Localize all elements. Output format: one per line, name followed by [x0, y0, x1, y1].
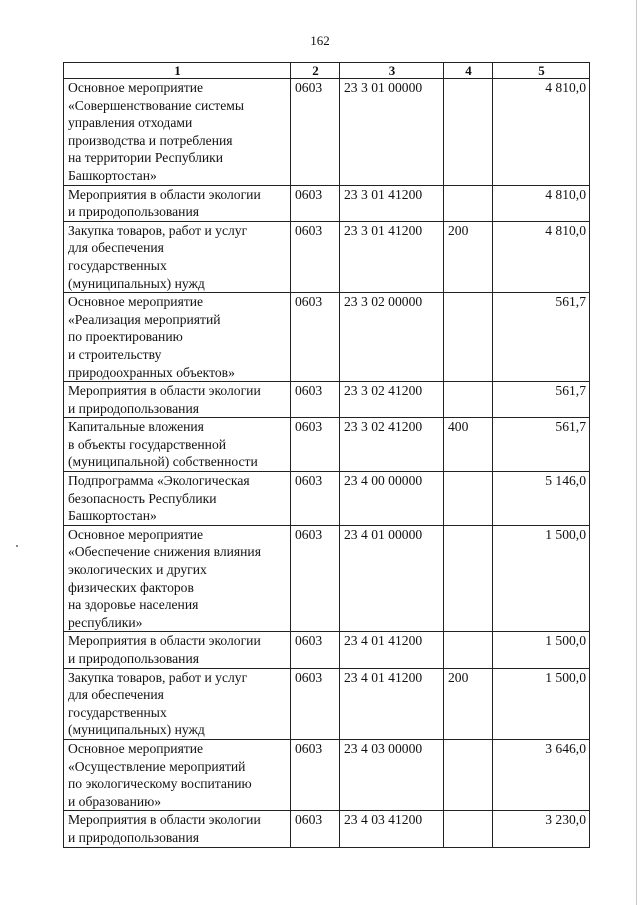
- section-code-cell: 0603: [291, 668, 340, 739]
- row-name-line: и строительству: [68, 346, 162, 362]
- row-name-line: Подпрограмма «Экологическая: [68, 473, 250, 489]
- page-edge-shadow: [636, 0, 637, 905]
- table-row: [64, 293, 590, 382]
- row-name-line: и природопользования: [68, 400, 199, 416]
- amount-cell: 1 500,0: [493, 632, 590, 668]
- row-name-cell: [64, 293, 291, 382]
- section-code-cell: 0603: [291, 525, 340, 632]
- target-code-cell: 23 3 02 00000: [340, 293, 444, 382]
- table-row: [64, 668, 590, 739]
- expense-type-cell: [444, 525, 493, 632]
- table-row: [64, 185, 590, 221]
- header-col-4: 4: [444, 63, 493, 79]
- section-code-cell: 0603: [291, 472, 340, 526]
- section-code-cell: 0603: [291, 739, 340, 810]
- target-code-cell: 23 3 01 41200: [340, 185, 444, 221]
- row-name-line: Мероприятия в области экологии: [68, 633, 261, 649]
- target-code-cell: 23 3 01 00000: [340, 79, 444, 186]
- expense-type-cell: 200: [444, 221, 493, 292]
- row-name-line: Закупка товаров, работ и услуг: [68, 222, 248, 238]
- row-name-line: на здоровье населения: [68, 597, 199, 613]
- amount-cell: 4 810,0: [493, 79, 590, 186]
- section-code-cell: 0603: [291, 418, 340, 472]
- row-name-cell: [64, 525, 291, 632]
- table-row: [64, 472, 590, 526]
- section-code-cell: 0603: [291, 293, 340, 382]
- table-body: [64, 79, 590, 848]
- expense-type-cell: [444, 472, 493, 526]
- row-name-line: и образованию»: [68, 793, 162, 809]
- row-name-line: безопасность Республики: [68, 490, 217, 506]
- amount-cell: 3 230,0: [493, 811, 590, 847]
- row-name-cell: [64, 185, 291, 221]
- amount-cell: 4 810,0: [493, 185, 590, 221]
- row-name-line: (муниципальных) нужд: [68, 275, 205, 291]
- row-name-cell: [64, 472, 291, 526]
- row-name-line: и природопользования: [68, 204, 199, 220]
- row-name-line: Башкортостан»: [68, 167, 157, 183]
- row-name-line: «Обеспечение снижения влияния: [68, 544, 261, 560]
- header-col-1: 1: [64, 63, 291, 79]
- row-name-line: и природопользования: [68, 651, 199, 666]
- row-name-cell: [64, 668, 291, 739]
- row-name-line: «Осуществление мероприятий: [68, 758, 246, 774]
- row-name-line: и природопользования: [68, 829, 199, 845]
- table-header: [64, 63, 590, 79]
- table-row: [64, 382, 590, 418]
- table-row: [64, 525, 590, 632]
- row-name-line: Основное мероприятие: [68, 526, 204, 542]
- header-col-3: 3: [340, 63, 444, 79]
- row-name-line: Основное мероприятие: [68, 294, 204, 310]
- target-code-cell: 23 4 00 00000: [340, 472, 444, 526]
- page-number: 162: [310, 33, 330, 48]
- row-name-line: республики»: [68, 614, 143, 630]
- expense-type-cell: [444, 79, 493, 186]
- target-code-cell: 23 3 01 41200: [340, 221, 444, 292]
- row-name-cell: [64, 221, 291, 292]
- target-code-cell: 23 4 01 41200: [340, 632, 444, 668]
- row-name-line: (муниципальных) нужд: [68, 722, 205, 738]
- header-col-2: 2: [291, 63, 340, 79]
- row-name-line: Мероприятия в области экологии: [68, 186, 261, 202]
- row-name-line: Мероприятия в области экологии: [68, 383, 261, 399]
- row-name-line: природоохранных объектов»: [68, 364, 235, 380]
- budget-table: [63, 62, 590, 848]
- row-name-line: государственных: [68, 257, 167, 273]
- table-row: [64, 632, 590, 668]
- section-code-cell: 0603: [291, 811, 340, 847]
- row-name-line: «Реализация мероприятий: [68, 311, 221, 327]
- section-code-cell: 0603: [291, 185, 340, 221]
- table-row: [64, 418, 590, 472]
- target-code-cell: 23 3 02 41200: [340, 382, 444, 418]
- amount-cell: 561,7: [493, 418, 590, 472]
- expense-type-cell: [444, 811, 493, 847]
- row-name-line: Капитальные вложения: [68, 419, 204, 435]
- amount-cell: 4 810,0: [493, 221, 590, 292]
- section-code-cell: 0603: [291, 221, 340, 292]
- section-code-cell: 0603: [291, 382, 340, 418]
- row-name-line: по экологическому воспитанию: [68, 776, 252, 792]
- row-name-line: на территории Республики: [68, 150, 224, 166]
- amount-cell: 5 146,0: [493, 472, 590, 526]
- expense-type-cell: 400: [444, 418, 493, 472]
- row-name-cell: [64, 382, 291, 418]
- header-row: [64, 63, 590, 79]
- target-code-cell: 23 3 02 41200: [340, 418, 444, 472]
- target-code-cell: 23 4 01 41200: [340, 668, 444, 739]
- row-name-line: экологических и других: [68, 562, 207, 578]
- row-name-line: Мероприятия в области экологии: [68, 812, 261, 828]
- row-name-cell: [64, 811, 291, 847]
- target-code-cell: 23 4 03 00000: [340, 739, 444, 810]
- row-name-cell: [64, 79, 291, 186]
- expense-type-cell: [444, 632, 493, 668]
- row-name-line: по проектированию: [68, 329, 183, 345]
- row-name-line: физических факторов: [68, 579, 194, 595]
- row-name-line: Основное мероприятие: [68, 740, 204, 756]
- amount-cell: 1 500,0: [493, 668, 590, 739]
- expense-type-cell: 200: [444, 668, 493, 739]
- expense-type-cell: [444, 382, 493, 418]
- amount-cell: 561,7: [493, 382, 590, 418]
- row-name-cell: [64, 632, 291, 668]
- row-name-line: Основное мероприятие: [68, 80, 204, 95]
- row-name-line: Башкортостан»: [68, 508, 157, 524]
- row-name-line: государственных: [68, 704, 167, 720]
- table-row: [64, 221, 590, 292]
- row-name-line: (муниципальной) собственности: [68, 454, 258, 470]
- target-code-cell: 23 4 01 00000: [340, 525, 444, 632]
- row-name-line: «Совершенствование системы: [68, 97, 245, 113]
- section-code-cell: 0603: [291, 79, 340, 186]
- row-name-cell: [64, 739, 291, 810]
- amount-cell: 3 646,0: [493, 739, 590, 810]
- row-name-line: производства и потребления: [68, 132, 233, 148]
- header-col-5: 5: [493, 63, 590, 79]
- expense-type-cell: [444, 739, 493, 810]
- expense-type-cell: [444, 185, 493, 221]
- amount-cell: 1 500,0: [493, 525, 590, 632]
- row-name-line: для обеспечения: [68, 240, 164, 256]
- table-row: [64, 79, 590, 186]
- target-code-cell: 23 4 03 41200: [340, 811, 444, 847]
- expense-type-cell: [444, 293, 493, 382]
- row-name-cell: [64, 418, 291, 472]
- section-code-cell: 0603: [291, 632, 340, 668]
- row-name-line: в объекты государственной: [68, 436, 227, 452]
- table-row: [64, 739, 590, 810]
- amount-cell: 561,7: [493, 293, 590, 382]
- table-row: [64, 811, 590, 847]
- row-name-line: для обеспечения: [68, 687, 164, 703]
- scan-speck: [16, 545, 18, 547]
- row-name-line: управления отходами: [68, 115, 193, 131]
- row-name-line: Закупка товаров, работ и услуг: [68, 669, 248, 685]
